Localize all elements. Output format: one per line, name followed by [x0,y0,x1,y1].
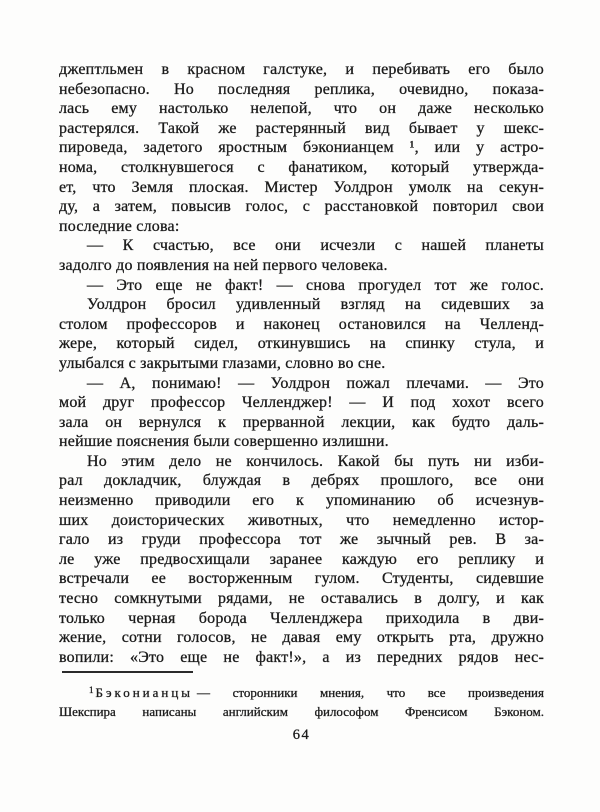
text-line: Уолдрон бросил удивленный взгляд на сидевших за [87,296,544,314]
page-number: 64 [292,727,311,743]
text-line: гало из груди профессора тот же зычный рев. В за- [59,531,544,549]
text-line: растерялся. Такой же растерянный вид бывает у шекс- [59,119,544,137]
footnote [59,681,544,721]
text-line: задолго до появления на ней первого человека. [59,256,388,274]
text-line: неизменно приводили его к упоминанию об исчезнув- [59,492,544,510]
text-line: последние слова: [59,217,180,235]
text-line: только черная борода Челленджера приходила в дви- [59,609,544,627]
text-line: нома, столкнувшегося с фанатиком, который утвержда- [59,158,544,176]
text-line: Но этим дело не кончилось. Какой бы путь ни изби- [87,452,544,470]
body-text [59,60,544,667]
footnote-text: — сторонники мнения, что все произведения [197,685,544,700]
text-line: пироведа, задетого яростным бэконианцем ¹, или у астро- [59,139,544,157]
text-line: столом профессоров и наконец остановился на Челленд- [59,315,544,333]
text-line: нейшие пояснения были совершенно излишни. [59,433,389,451]
text-line: ет, что Земля плоская. Мистер Уолдрон умолк на секун- [59,178,544,196]
text-line: ле уже предвосхищали заранее каждую его реплику и [59,550,544,568]
text-line: джептльмен в красном галстуке, и перебивать его было [59,61,544,78]
footnote-marker: 1 [89,685,94,695]
text-line: вопили: «Это еще не факт!», а из передних рядов нес- [59,648,544,666]
text-line: тесно сомкнутыми рядами, не оставались в долгу, и как [59,590,544,608]
text-line: — К счастью, все они исчезли с нашей планеты [87,237,544,255]
footnote-term: Бэконианцы [95,685,194,700]
text-line: — Это еще не факт! — снова прогудел тот же голос. [87,276,544,294]
text-line: мой друг профессор Челленджер! — И под хохот всего [59,394,544,412]
footnote-line: Шекспира написаны английским философом Френсисом Бэконом. [59,703,544,719]
text-line: рал докладчик, блуждая в дебрях прошлого, все они [59,472,544,490]
text-line: встречали ее восторженным гулом. Студенты, сидевшие [59,570,544,588]
text-line: жере, который сидел, откинувшись на спинку стула, и [59,335,544,353]
text-line: ших доисторических животных, что немедленно истор- [59,511,544,529]
footnote-divider [62,671,193,673]
text-line: улыбался с закрытыми глазами, словно во сне. [59,354,386,372]
text-line: — А, понимаю! — Уолдрон пожал плечами. — Это [87,374,544,392]
text-line: небезопасно. Но последняя реплика, очевидно, показа- [59,80,544,98]
text-line: лась ему настолько нелепой, что он даже несколько [59,100,544,118]
text-line: зала он вернулся к прерванной лекции, как будто даль- [59,413,544,431]
text-line: ду, а затем, повысив голос, с расстановкой повторил свои [59,198,544,216]
footnote-line [59,681,544,703]
text-line: жение, сотни голосов, не давая ему открыть рта, дружно [59,629,544,647]
